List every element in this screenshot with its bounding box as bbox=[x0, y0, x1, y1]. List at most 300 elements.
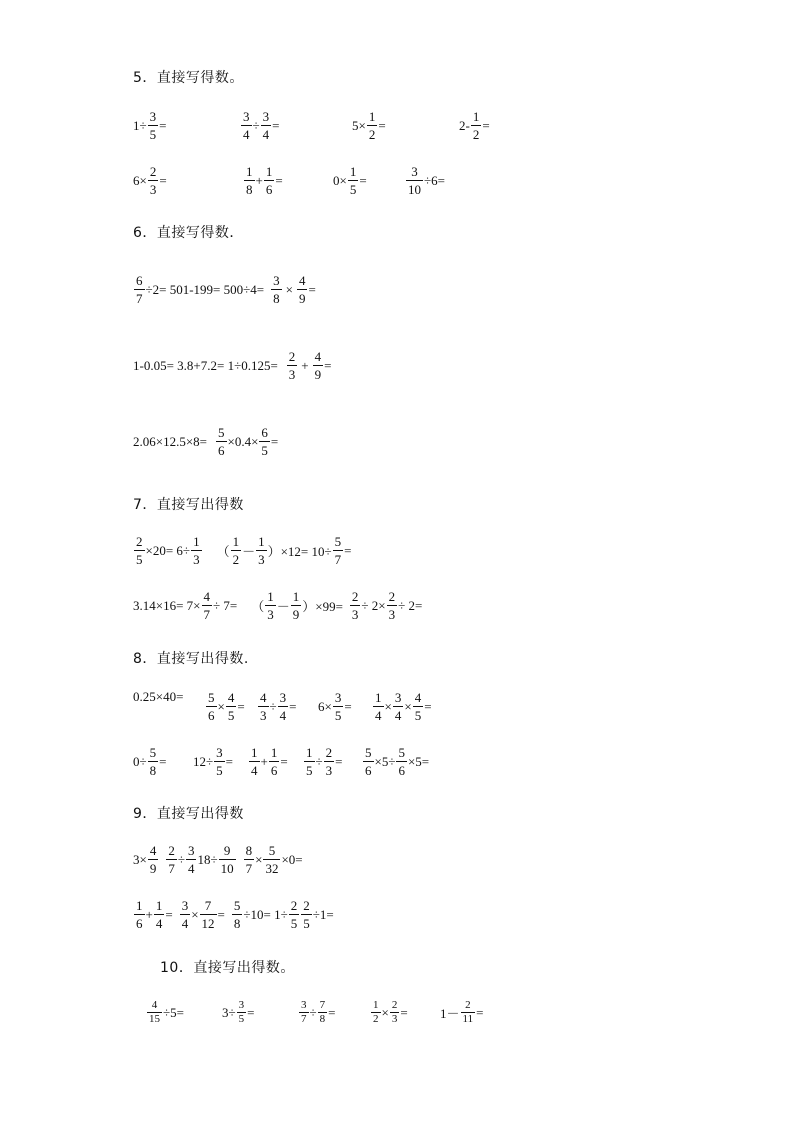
expr-text: = bbox=[424, 698, 432, 714]
problem bbox=[298, 999, 335, 1026]
denominator: 8 bbox=[319, 1013, 326, 1025]
denominator: 4 bbox=[251, 763, 258, 778]
problem bbox=[133, 744, 166, 779]
problem-row-7-2 bbox=[133, 588, 422, 623]
numerator: 6 bbox=[261, 425, 268, 440]
numerator: 4 bbox=[298, 273, 306, 288]
fraction bbox=[318, 999, 328, 1026]
operator: ÷ bbox=[309, 1004, 317, 1020]
operator: ÷ bbox=[177, 851, 185, 867]
problem-row-6-1 bbox=[133, 272, 316, 307]
numerator: 3 bbox=[238, 999, 245, 1011]
fraction bbox=[241, 108, 252, 143]
problem-5-2 bbox=[240, 108, 279, 143]
fraction bbox=[324, 744, 335, 779]
expr-text: = bbox=[217, 906, 225, 922]
expr-text: ×0.4× bbox=[227, 433, 259, 449]
fraction bbox=[269, 744, 280, 779]
expr-text: = bbox=[324, 357, 332, 373]
denominator: 8 bbox=[246, 182, 253, 197]
numerator: 1 bbox=[306, 745, 313, 760]
problem bbox=[440, 999, 483, 1026]
fraction bbox=[206, 689, 217, 724]
problem bbox=[362, 744, 429, 779]
numerator: 2 bbox=[290, 898, 298, 913]
expr-text: 0.25×40= bbox=[133, 689, 184, 704]
fraction bbox=[313, 348, 324, 383]
fraction bbox=[216, 424, 227, 459]
denominator: 5 bbox=[349, 182, 357, 197]
fraction bbox=[259, 424, 270, 459]
problem-5-6 bbox=[243, 163, 283, 198]
numerator: 1 bbox=[292, 589, 300, 604]
numerator: 3 bbox=[187, 843, 195, 858]
numerator: 5 bbox=[233, 898, 241, 913]
expr-text: = bbox=[159, 172, 167, 188]
fraction bbox=[186, 842, 197, 877]
problem-row-9-1 bbox=[133, 842, 303, 877]
problem-row-9-2 bbox=[133, 897, 334, 932]
denominator: 5 bbox=[149, 127, 157, 142]
denominator: 4 bbox=[243, 127, 250, 142]
expr-text: ÷5= bbox=[163, 1004, 184, 1020]
fraction bbox=[200, 897, 217, 932]
denominator: 3 bbox=[388, 607, 396, 622]
problem-5-1 bbox=[133, 108, 166, 143]
expr-text: 12÷ bbox=[193, 753, 214, 769]
expr-text: = bbox=[344, 542, 352, 558]
denominator: 9 bbox=[298, 291, 306, 306]
fraction bbox=[261, 108, 272, 143]
fraction bbox=[393, 689, 404, 724]
fraction bbox=[396, 744, 407, 779]
problem bbox=[257, 689, 296, 724]
denominator: 32 bbox=[265, 861, 279, 876]
fraction bbox=[226, 689, 237, 724]
paren-open: （ bbox=[216, 544, 230, 559]
expr-text: = bbox=[280, 753, 288, 769]
operator: + bbox=[260, 753, 268, 769]
fraction bbox=[363, 744, 374, 779]
numerator: 5 bbox=[208, 690, 215, 705]
denominator: 2 bbox=[368, 127, 376, 142]
numerator: 5 bbox=[149, 745, 157, 760]
problem bbox=[205, 689, 245, 724]
numerator: 1 bbox=[251, 745, 258, 760]
fraction bbox=[373, 689, 384, 724]
numerator: 2 bbox=[391, 999, 398, 1011]
section-6-heading: 6．直接写得数． bbox=[133, 225, 244, 241]
expr-text: 0× bbox=[333, 172, 347, 188]
fraction bbox=[289, 897, 300, 932]
fraction bbox=[387, 588, 398, 623]
numerator: 3 bbox=[411, 164, 418, 179]
fraction bbox=[263, 842, 280, 877]
numerator: 5 bbox=[218, 425, 225, 440]
fraction bbox=[271, 272, 282, 307]
section-9-heading: 9．直接写出得数 bbox=[133, 806, 244, 822]
fraction bbox=[413, 689, 424, 724]
numerator: 1 bbox=[472, 109, 480, 124]
fraction bbox=[367, 108, 378, 143]
expr-text: ×20= 6÷ bbox=[145, 542, 191, 558]
fraction bbox=[297, 272, 308, 307]
denominator: 2 bbox=[373, 1013, 379, 1025]
operator: ÷ bbox=[315, 753, 323, 769]
denominator: 7 bbox=[301, 1013, 307, 1025]
expr-text: ÷6= bbox=[424, 172, 445, 188]
operator: × bbox=[384, 698, 392, 714]
section-10-heading: 10．直接写出得数。 bbox=[160, 960, 295, 976]
problem bbox=[303, 744, 342, 779]
numerator: 3 bbox=[394, 690, 402, 705]
numerator: 4 bbox=[314, 349, 322, 364]
numerator: 3 bbox=[216, 745, 223, 760]
expr-text: 1－ bbox=[440, 1006, 460, 1021]
fraction bbox=[287, 348, 298, 383]
denominator: 3 bbox=[325, 763, 333, 778]
expr-text: = bbox=[308, 281, 316, 297]
expr-text: ×5= bbox=[407, 753, 430, 769]
fraction bbox=[406, 163, 423, 198]
fraction bbox=[214, 744, 225, 779]
problem bbox=[370, 999, 408, 1026]
expr-text: ÷ 2× bbox=[361, 597, 386, 613]
expr-text: = bbox=[344, 698, 352, 714]
expr-text: ÷10= 1÷ bbox=[243, 906, 288, 922]
fraction bbox=[390, 999, 400, 1026]
denominator: 15 bbox=[149, 1013, 160, 1025]
expr-text: 3.14×16= 7× bbox=[133, 597, 201, 613]
fraction bbox=[134, 272, 145, 307]
expr-text: ÷1= bbox=[312, 906, 334, 922]
expr-text: ÷ 2= bbox=[398, 597, 423, 613]
operator: ×5÷ bbox=[374, 753, 396, 769]
numerator: 3 bbox=[279, 690, 287, 705]
expr-text: ）×99= bbox=[302, 599, 343, 614]
denominator: 3 bbox=[391, 1013, 398, 1025]
numerator: 5 bbox=[398, 745, 405, 760]
denominator: 3 bbox=[193, 552, 200, 567]
numerator: 4 bbox=[260, 690, 267, 705]
numerator: 1 bbox=[267, 589, 274, 604]
denominator: 6 bbox=[265, 182, 273, 197]
numerator: 8 bbox=[245, 843, 253, 858]
expr-text: = bbox=[400, 1004, 408, 1020]
expr-text: 6× bbox=[133, 172, 147, 188]
denominator: 7 bbox=[203, 607, 210, 622]
fraction bbox=[371, 999, 381, 1026]
numerator: 6 bbox=[136, 273, 143, 288]
fraction bbox=[264, 163, 275, 198]
denominator: 7 bbox=[334, 552, 342, 567]
numerator: 1 bbox=[136, 898, 143, 913]
expr-text: = bbox=[275, 172, 283, 188]
fraction bbox=[154, 897, 165, 932]
problem bbox=[318, 689, 352, 724]
numerator: 4 bbox=[227, 690, 235, 705]
numerator: 1 bbox=[258, 534, 265, 549]
fraction bbox=[299, 999, 309, 1026]
fraction bbox=[256, 533, 267, 568]
fraction bbox=[461, 999, 476, 1026]
problem-row-7-1 bbox=[133, 533, 352, 568]
problem bbox=[193, 744, 233, 779]
denominator: 3 bbox=[260, 708, 267, 723]
numerator: 3 bbox=[334, 690, 342, 705]
fraction bbox=[148, 744, 159, 779]
operator: × bbox=[255, 851, 263, 867]
fraction bbox=[180, 897, 191, 932]
numerator: 1 bbox=[232, 534, 240, 549]
expr-text: 0÷ bbox=[133, 753, 147, 769]
denominator: 3 bbox=[288, 367, 296, 382]
expr-text: 2.06×12.5×8= bbox=[133, 433, 207, 449]
numerator: 3 bbox=[301, 999, 307, 1011]
numerator: 5 bbox=[268, 843, 276, 858]
fraction bbox=[219, 842, 236, 877]
expr-text: = bbox=[159, 753, 167, 769]
section-7-heading: 7．直接写出得数 bbox=[133, 497, 244, 513]
numerator: 1 bbox=[349, 164, 357, 179]
numerator: 3 bbox=[181, 898, 189, 913]
denominator: 4 bbox=[262, 127, 270, 142]
denominator: 4 bbox=[155, 916, 163, 931]
fraction bbox=[304, 744, 315, 779]
expr-text: = bbox=[270, 433, 279, 449]
numerator: 1 bbox=[270, 745, 278, 760]
expr-text: 5× bbox=[352, 117, 366, 133]
numerator: 1 bbox=[155, 898, 163, 913]
operator: ÷ bbox=[269, 698, 277, 714]
numerator: 9 bbox=[223, 843, 231, 858]
problem bbox=[133, 689, 183, 705]
numerator: 7 bbox=[204, 898, 212, 913]
expr-text: 3× bbox=[133, 851, 147, 867]
expr-text: = bbox=[225, 753, 233, 769]
denominator: 4 bbox=[394, 708, 402, 723]
operator: + bbox=[301, 357, 309, 373]
denominator: 9 bbox=[149, 861, 157, 876]
problem-row-6-3 bbox=[133, 424, 278, 459]
fraction bbox=[301, 897, 312, 932]
denominator: 4 bbox=[375, 708, 382, 723]
operator: × bbox=[381, 1004, 389, 1020]
numerator: 1 bbox=[193, 534, 200, 549]
fraction bbox=[202, 588, 213, 623]
problem bbox=[248, 744, 288, 779]
fraction bbox=[333, 689, 344, 724]
denominator: 9 bbox=[292, 607, 300, 622]
numerator: 2 bbox=[303, 898, 310, 913]
denominator: 7 bbox=[245, 861, 253, 876]
numerator: 3 bbox=[273, 273, 280, 288]
fraction bbox=[147, 999, 162, 1026]
numerator: 2 bbox=[288, 349, 296, 364]
numerator: 3 bbox=[243, 109, 250, 124]
denominator: 3 bbox=[149, 182, 157, 197]
denominator: 5 bbox=[306, 763, 313, 778]
denominator: 5 bbox=[238, 1013, 245, 1025]
denominator: 2 bbox=[232, 552, 240, 567]
expr-text: = bbox=[159, 117, 167, 133]
denominator: 5 bbox=[334, 708, 342, 723]
denominator: 5 bbox=[290, 916, 298, 931]
numerator: 2 bbox=[149, 164, 157, 179]
expr-text: 6× bbox=[318, 698, 332, 714]
numerator: 4 bbox=[151, 999, 158, 1011]
fraction bbox=[166, 842, 177, 877]
fraction bbox=[291, 588, 302, 623]
expr-text: 2- bbox=[459, 117, 470, 133]
numerator: 1 bbox=[265, 164, 273, 179]
denominator: 5 bbox=[227, 708, 235, 723]
numerator: 5 bbox=[365, 745, 372, 760]
operator: － bbox=[276, 599, 290, 614]
operator: + bbox=[145, 906, 153, 922]
denominator: 6 bbox=[208, 708, 215, 723]
denominator: 3 bbox=[258, 552, 265, 567]
denominator: 6 bbox=[270, 763, 278, 778]
expr-text: = bbox=[378, 117, 386, 133]
problem-5-5 bbox=[133, 163, 167, 198]
expr-text: = bbox=[237, 698, 245, 714]
numerator: 2 bbox=[388, 589, 396, 604]
numerator: 2 bbox=[168, 843, 175, 858]
numerator: 3 bbox=[262, 109, 270, 124]
denominator: 7 bbox=[136, 291, 143, 306]
numerator: 2 bbox=[136, 534, 143, 549]
problem-5-7 bbox=[333, 163, 367, 198]
fraction bbox=[333, 533, 344, 568]
numerator: 4 bbox=[149, 843, 157, 858]
paren-open: （ bbox=[251, 599, 265, 614]
denominator: 8 bbox=[233, 916, 241, 931]
numerator: 1 bbox=[368, 109, 376, 124]
fraction bbox=[134, 897, 145, 932]
fraction bbox=[232, 897, 243, 932]
operator: ÷ bbox=[252, 117, 260, 133]
denominator: 5 bbox=[303, 916, 310, 931]
expr-text: = bbox=[247, 1004, 255, 1020]
denominator: 2 bbox=[472, 127, 480, 142]
denominator: 5 bbox=[216, 763, 223, 778]
denominator: 4 bbox=[279, 708, 287, 723]
fraction bbox=[244, 842, 255, 877]
denominator: 3 bbox=[351, 607, 359, 622]
numerator: 4 bbox=[203, 589, 210, 604]
denominator: 9 bbox=[314, 367, 322, 382]
fraction bbox=[191, 533, 202, 568]
fraction bbox=[148, 108, 159, 143]
denominator: 5 bbox=[414, 708, 422, 723]
fraction bbox=[148, 163, 159, 198]
expr-text: ÷2= 501-199= 500÷4= bbox=[145, 281, 265, 297]
denominator: 10 bbox=[408, 182, 421, 197]
denominator: 3 bbox=[267, 607, 274, 622]
denominator: 6 bbox=[136, 916, 143, 931]
denominator: 5 bbox=[261, 443, 268, 458]
fraction bbox=[237, 999, 247, 1026]
numerator: 4 bbox=[414, 690, 422, 705]
expr-text: = bbox=[328, 1004, 336, 1020]
expr-text: ×0= bbox=[281, 851, 303, 867]
expr-text: ）×12= 10÷ bbox=[267, 544, 332, 559]
numerator: 1 bbox=[246, 164, 253, 179]
expr-text: = bbox=[165, 906, 173, 922]
denominator: 4 bbox=[181, 916, 189, 931]
expr-text: 3÷ bbox=[222, 1004, 236, 1020]
fraction bbox=[249, 744, 260, 779]
expr-text: 1÷ bbox=[133, 117, 147, 133]
denominator: 5 bbox=[136, 552, 143, 567]
fraction bbox=[134, 533, 145, 568]
denominator: 6 bbox=[218, 443, 225, 458]
problem-row-6-2 bbox=[133, 348, 331, 383]
operator: × bbox=[217, 698, 225, 714]
numerator: 2 bbox=[325, 745, 333, 760]
problem-5-8 bbox=[405, 163, 445, 198]
numerator: 2 bbox=[465, 999, 471, 1011]
fraction bbox=[148, 842, 159, 877]
numerator: 1 bbox=[375, 690, 382, 705]
problem bbox=[222, 999, 254, 1026]
fraction bbox=[244, 163, 255, 198]
fraction bbox=[258, 689, 269, 724]
problem-5-4 bbox=[459, 108, 490, 143]
denominator: 6 bbox=[365, 763, 372, 778]
expr-text: = bbox=[289, 698, 297, 714]
problem-5-3 bbox=[352, 108, 386, 143]
section-8-heading: 8．直接写出得数. bbox=[133, 651, 249, 667]
denominator: 4 bbox=[187, 861, 195, 876]
denominator: 12 bbox=[201, 916, 215, 931]
numerator: 2 bbox=[351, 589, 359, 604]
fraction bbox=[471, 108, 482, 143]
problem bbox=[146, 999, 184, 1026]
operator: × bbox=[191, 906, 199, 922]
denominator: 6 bbox=[398, 763, 405, 778]
operator: － bbox=[242, 544, 256, 559]
fraction bbox=[350, 588, 361, 623]
problem bbox=[372, 689, 432, 724]
fraction bbox=[265, 588, 276, 623]
denominator: 10 bbox=[220, 861, 234, 876]
operator: × bbox=[285, 281, 293, 297]
denominator: 7 bbox=[168, 861, 175, 876]
expr-text: = bbox=[272, 117, 280, 133]
numerator: 3 bbox=[149, 109, 157, 124]
expr-text: = bbox=[335, 753, 343, 769]
expr-text: = bbox=[476, 1004, 484, 1020]
numerator: 1 bbox=[373, 999, 379, 1011]
fraction bbox=[231, 533, 242, 568]
numerator: 7 bbox=[319, 999, 326, 1011]
expr-text: 1-0.05= 3.8+7.2= 1÷0.125= bbox=[133, 357, 278, 373]
expr-text: = bbox=[482, 117, 490, 133]
expr-text: 18÷ bbox=[197, 851, 218, 867]
fraction bbox=[348, 163, 359, 198]
fraction bbox=[278, 689, 289, 724]
expr-text: = bbox=[359, 172, 367, 188]
denominator: 8 bbox=[149, 763, 157, 778]
section-5-heading: 5．直接写得数。 bbox=[133, 70, 244, 86]
denominator: 8 bbox=[273, 291, 280, 306]
denominator: 11 bbox=[462, 1013, 474, 1025]
operator: + bbox=[255, 172, 263, 188]
operator: × bbox=[404, 698, 412, 714]
numerator: 5 bbox=[334, 534, 342, 549]
